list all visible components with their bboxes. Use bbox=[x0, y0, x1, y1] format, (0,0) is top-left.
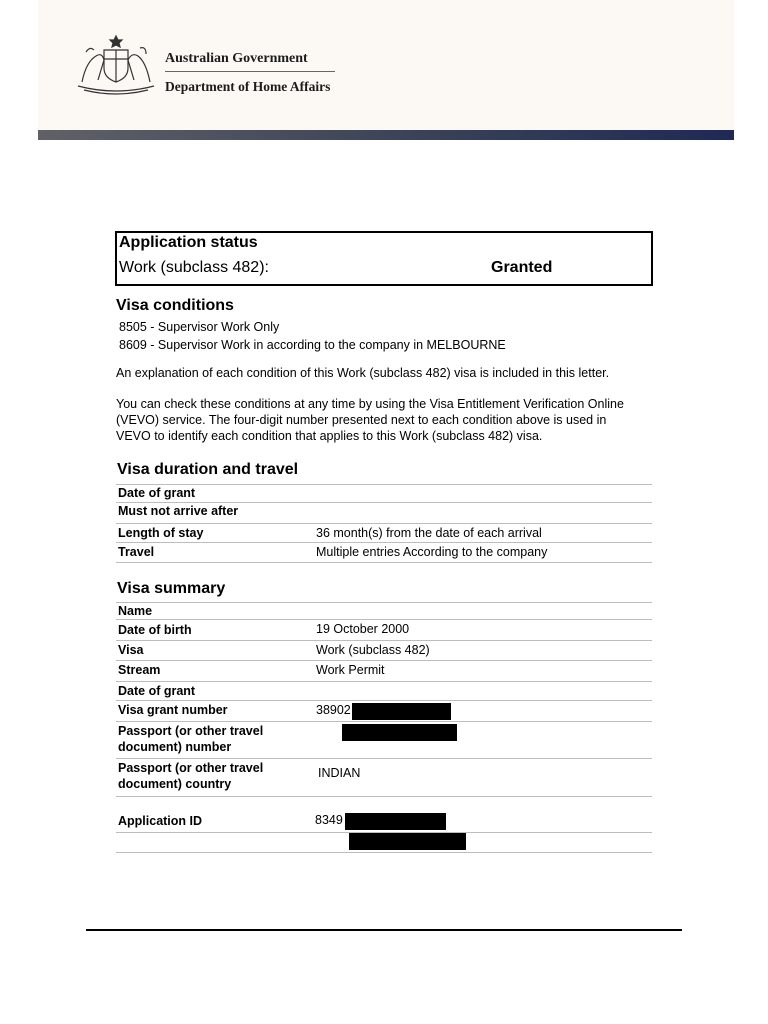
redaction-bar bbox=[342, 724, 457, 741]
summary-row-label: document) number bbox=[118, 740, 232, 754]
table-rule bbox=[116, 602, 652, 603]
status-granted: Granted bbox=[491, 259, 553, 276]
table-rule bbox=[116, 681, 652, 682]
summary-row-label: Passport (or other travel bbox=[118, 761, 264, 775]
government-title: Australian Government bbox=[165, 51, 308, 66]
visa-grant-number-value: 38902 bbox=[316, 703, 351, 717]
condition-item: 8609 - Supervisor Work in according to the company in MELBOURNE bbox=[119, 338, 506, 352]
summary-row-label: Visa grant number bbox=[118, 703, 228, 717]
duration-row-label: Travel bbox=[118, 545, 155, 559]
passport-country-value: INDIAN bbox=[318, 766, 361, 780]
visa-duration-heading: Visa duration and travel bbox=[117, 461, 299, 478]
visa-conditions-heading: Visa conditions bbox=[116, 297, 234, 314]
table-rule bbox=[116, 796, 652, 797]
table-rule bbox=[116, 660, 652, 661]
application-status-title: Application status bbox=[119, 234, 258, 251]
table-rule bbox=[116, 619, 652, 620]
vevo-paragraph-line: VEVO to identify each condition that applies to this Work (subclass 482) visa. bbox=[116, 429, 543, 443]
conditions-explanation: An explanation of each condition of this Work (subclass 482) visa is included in this letter. bbox=[116, 366, 610, 380]
summary-row-value: Work (subclass 482) bbox=[316, 643, 430, 657]
duration-row-label: Must not arrive after bbox=[118, 504, 239, 518]
summary-row-label: Name bbox=[118, 604, 153, 618]
duration-row-value: 36 month(s) from the date of each arrival bbox=[316, 526, 542, 540]
table-rule bbox=[116, 758, 652, 759]
table-rule bbox=[116, 484, 652, 485]
table-rule bbox=[116, 523, 652, 524]
duration-row-label: Length of stay bbox=[118, 526, 204, 540]
vevo-paragraph-line: You can check these conditions at any time by using the Visa Entitlement Verification Online bbox=[116, 397, 624, 411]
header-divider bbox=[165, 71, 335, 72]
visa-summary-heading: Visa summary bbox=[117, 580, 226, 597]
summary-row-label: Date of birth bbox=[118, 623, 192, 637]
condition-item: 8505 - Supervisor Work Only bbox=[119, 320, 280, 334]
table-rule bbox=[116, 852, 652, 853]
vevo-paragraph-line: (VEVO) service. The four-digit number presented next to each condition above is used in bbox=[116, 413, 607, 427]
duration-row-value: Multiple entries According to the company bbox=[316, 545, 548, 559]
table-rule bbox=[116, 721, 652, 722]
summary-row-label: Passport (or other travel bbox=[118, 724, 264, 738]
table-rule bbox=[116, 562, 652, 563]
table-rule bbox=[116, 542, 652, 543]
summary-row-value: Work Permit bbox=[316, 663, 385, 677]
summary-row-label: Stream bbox=[118, 663, 161, 677]
visa-type-label: Work (subclass 482): bbox=[119, 259, 269, 276]
coat-of-arms-icon bbox=[74, 32, 158, 96]
summary-row-label: document) country bbox=[118, 777, 232, 791]
table-rule bbox=[116, 640, 652, 641]
application-id-value: 8349 bbox=[315, 813, 343, 827]
summary-row-value: 19 October 2000 bbox=[316, 622, 410, 636]
department-title: Department of Home Affairs bbox=[165, 79, 331, 94]
summary-row-label: Date of grant bbox=[118, 684, 196, 698]
summary-row-label: Application ID bbox=[118, 814, 203, 828]
redaction-bar bbox=[352, 703, 451, 720]
redaction-bar bbox=[345, 813, 446, 830]
header-color-bar bbox=[38, 130, 734, 140]
table-rule bbox=[116, 700, 652, 701]
summary-row-label: Visa bbox=[118, 643, 144, 657]
duration-row-label: Date of grant bbox=[118, 486, 196, 500]
redaction-bar bbox=[349, 833, 466, 850]
footer-divider bbox=[86, 929, 682, 931]
